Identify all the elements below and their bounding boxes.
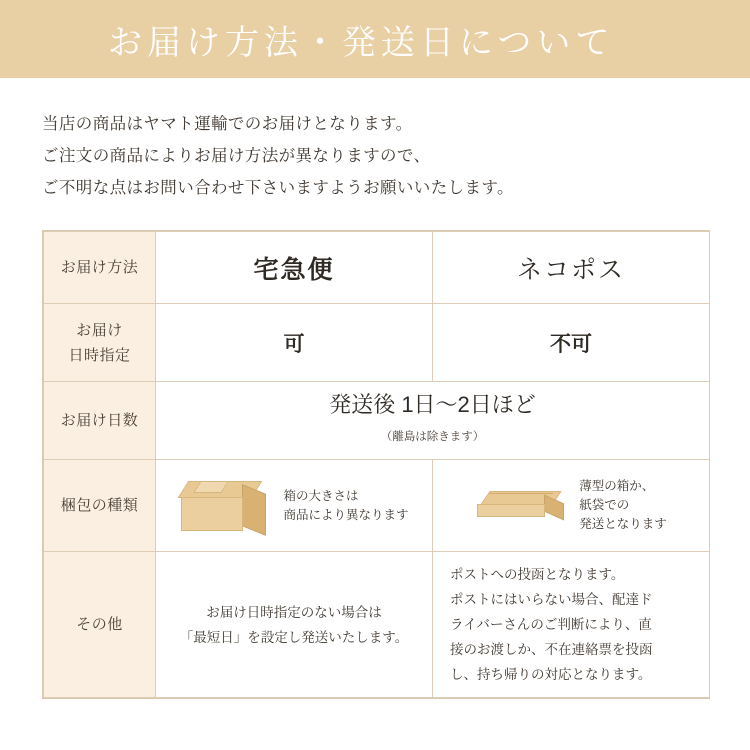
other-nekopos-line5: し、持ち帰りの対応となります。 [450,667,652,682]
cardboard-box-icon [179,475,271,537]
table-row-method [44,232,710,304]
other-nekopos-line3: ライバーさんのご判断により、直 [450,617,652,632]
shipping-table [43,231,710,698]
other-nekopos-line4: 接のお渡しか、不在連絡票を投函 [450,642,653,657]
page-title: お届け方法・発送日について [108,22,615,63]
table-row-days [44,382,710,460]
table-row-packaging [44,460,710,552]
other-nekopos-line1: ポストへの投函となります。 [450,567,625,582]
cell-method-nekopos [433,232,710,304]
packaging-nekopos-line2: 紙袋での [579,498,630,512]
cell-method-takkyubin [156,232,433,304]
packaging-takkyubin-line1: 箱の大きさは [283,488,359,503]
packaging-nekopos-text [579,477,667,534]
row-label-datetime [44,304,156,382]
flat-package-icon [475,481,567,531]
datetime-nekopos-value: 不可 [550,332,592,356]
row-label-packaging: 梱包の種類 [44,460,156,552]
datetime-takkyubin-value: 可 [283,332,305,356]
other-nekopos-line2: ポストにはいらない場合、配達ド [450,592,653,607]
intro-line-2: ご注文の商品によりお届け方法が異なりますので、 [42,147,431,165]
packaging-takkyubin-text [283,487,408,525]
cell-datetime-nekopos [433,304,710,382]
packaging-takkyubin-content [157,475,431,537]
method-nekopos-value: ネコポス [516,255,625,284]
days-value: 発送後 1日〜2日ほど [329,391,536,417]
shipping-table-wrapper [42,230,710,699]
packaging-takkyubin-line2: 商品により異なります [283,507,409,522]
cell-other-takkyubin [156,552,433,698]
other-takkyubin-text [157,600,431,650]
table-row-other [44,552,710,698]
packaging-nekopos-line3: 発送となります [579,517,667,531]
table-row-datetime-designation [44,304,710,382]
cell-datetime-takkyubin [156,304,433,382]
cell-packaging-takkyubin [156,460,433,552]
intro-line-1: 当店の商品はヤマト運輸でのお届けとなります。 [42,115,413,133]
row-label-method: お届け方法 [44,232,156,304]
intro-paragraph [42,108,750,204]
page-header [0,0,750,78]
cell-days-merged [156,382,710,460]
cell-other-nekopos [433,552,710,698]
intro-line-3: ご不明な点はお問い合わせ下さいますようお願いいたします。 [42,179,514,197]
packaging-nekopos-line1: 薄型の箱か、 [579,479,655,493]
cell-packaging-nekopos [433,460,710,552]
row-label-other: その他 [44,552,156,698]
row-label-datetime-line1: お届け [76,321,123,339]
method-takkyubin-value: 宅急便 [253,255,335,284]
row-label-days: お届け日数 [44,382,156,460]
days-note: （離島は除きます） [380,430,485,443]
other-nekopos-text [434,562,708,687]
other-takkyubin-line2: 「最短日」を設定し発送いたします。 [179,629,409,645]
row-label-datetime-line2: 日時指定 [68,346,131,364]
packaging-nekopos-content [434,477,708,534]
other-takkyubin-line1: お届け日時指定のない場合は [206,604,382,620]
